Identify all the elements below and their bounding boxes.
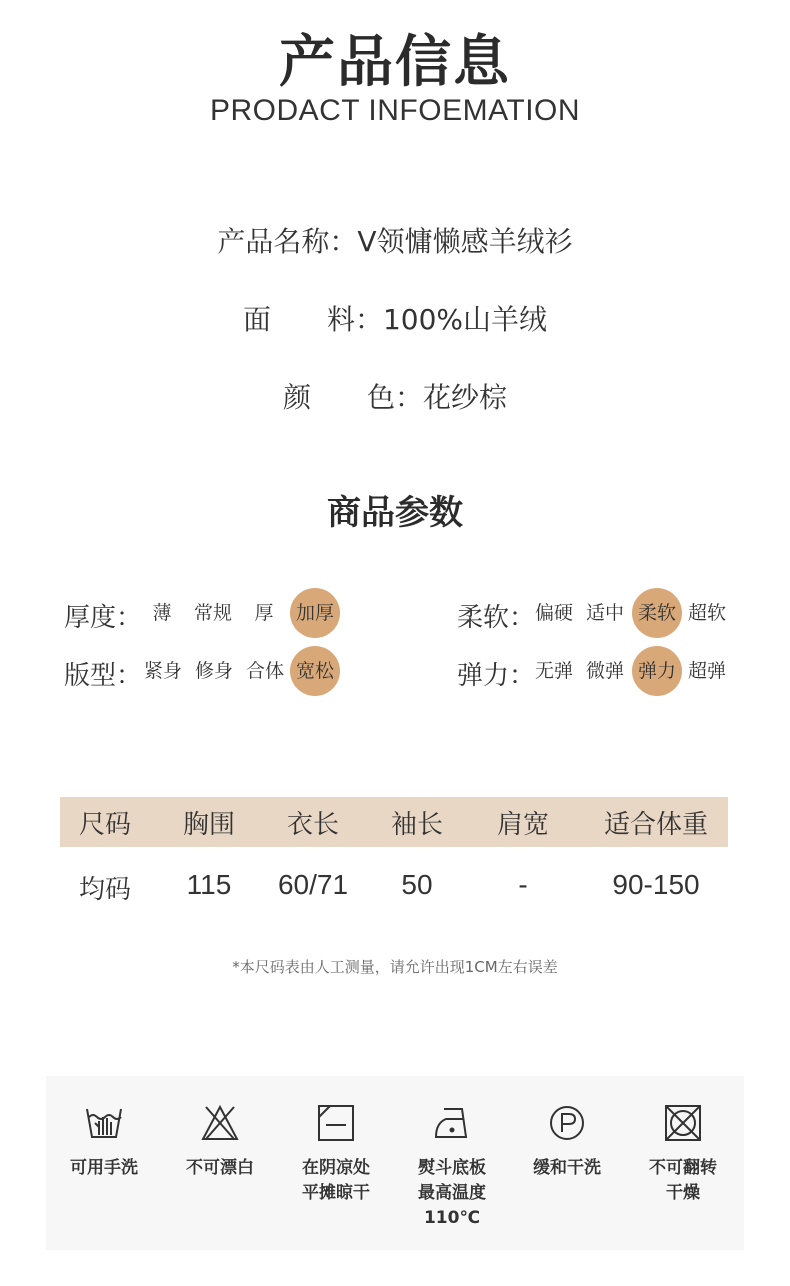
color-value: 花纱棕 xyxy=(423,381,508,414)
page-title: 产品信息 xyxy=(279,30,511,95)
care-label: 不可漂白 xyxy=(186,1158,254,1178)
product-name-label: 产品名称： xyxy=(217,225,358,258)
fit-option: 紧身 xyxy=(143,660,182,682)
fit-option-selected: 宽松 xyxy=(290,646,340,696)
fabric-row xyxy=(0,298,790,338)
size-table-cell: 115 xyxy=(186,869,232,900)
care-label: 在阴凉处 平摊晾干 xyxy=(302,1158,370,1203)
elasticity-option: 微弹 xyxy=(585,660,624,682)
product-name-value: V领慵懒感羊绒衫 xyxy=(357,225,573,258)
elasticity-option: 无弹 xyxy=(534,660,573,682)
care-label: 缓和干洗 xyxy=(533,1158,601,1178)
color-label-second: 色： xyxy=(366,381,423,414)
thickness-option: 薄 xyxy=(152,602,172,624)
softness-option: 偏硬 xyxy=(534,602,573,624)
params-title: 商品参数 xyxy=(327,493,463,533)
softness-option-selected: 柔软 xyxy=(632,588,682,638)
thickness-option: 常规 xyxy=(193,602,232,624)
care-label: 不可翻转 干燥 xyxy=(649,1158,717,1203)
elasticity-label: 弹力： xyxy=(457,661,536,691)
size-table-header: 衣长 xyxy=(286,810,339,840)
elasticity-option: 超弹 xyxy=(687,660,726,682)
thickness-label: 厚度： xyxy=(64,603,143,633)
elasticity-option-selected: 弹力 xyxy=(632,646,682,696)
page-subtitle: PRODACT INFOEMATION xyxy=(209,94,581,127)
product-name-row xyxy=(0,220,790,260)
no-bleach-icon xyxy=(200,1103,240,1143)
care-label: 可用手洗 xyxy=(70,1158,138,1178)
size-table-cell: 90-150 xyxy=(612,869,700,900)
size-table-cell: 50 xyxy=(401,869,433,900)
size-table-header: 适合体重 xyxy=(603,810,708,840)
fit-label: 版型： xyxy=(64,661,143,691)
size-table-header: 胸围 xyxy=(182,810,235,840)
size-table-header: 袖长 xyxy=(390,810,443,840)
iron-icon xyxy=(432,1103,472,1143)
shade-dry-flat-icon xyxy=(316,1103,356,1143)
size-table-cell: 均码 xyxy=(78,875,131,905)
size-table-header: 肩宽 xyxy=(496,810,549,840)
no-tumble-dry-icon xyxy=(663,1103,703,1143)
size-table-cell: - xyxy=(518,869,528,900)
fabric-label-second: 料： xyxy=(326,303,383,336)
thickness-option: 厚 xyxy=(254,602,274,624)
fit-option: 合体 xyxy=(245,660,284,682)
softness-option: 超软 xyxy=(687,602,726,624)
size-table-cell: 60/71 xyxy=(277,869,349,900)
fabric-value: 100%山羊绒 xyxy=(382,303,548,336)
color-row xyxy=(0,376,790,416)
fit-option: 修身 xyxy=(194,660,233,682)
softness-label: 柔软： xyxy=(457,603,536,633)
dry-clean-p-icon xyxy=(547,1103,587,1143)
size-table-header: 尺码 xyxy=(78,810,131,840)
size-note: *本尺码表由人工测量，请允许出现1CM左右误差 xyxy=(232,958,558,976)
fabric-label-first: 面 xyxy=(242,303,271,336)
hand-wash-icon xyxy=(84,1103,124,1143)
thickness-option-selected: 加厚 xyxy=(290,588,340,638)
care-label: 熨斗底板 最高温度 110℃ xyxy=(418,1158,486,1228)
softness-option: 适中 xyxy=(585,602,624,624)
color-label-first: 颜 xyxy=(282,381,311,414)
